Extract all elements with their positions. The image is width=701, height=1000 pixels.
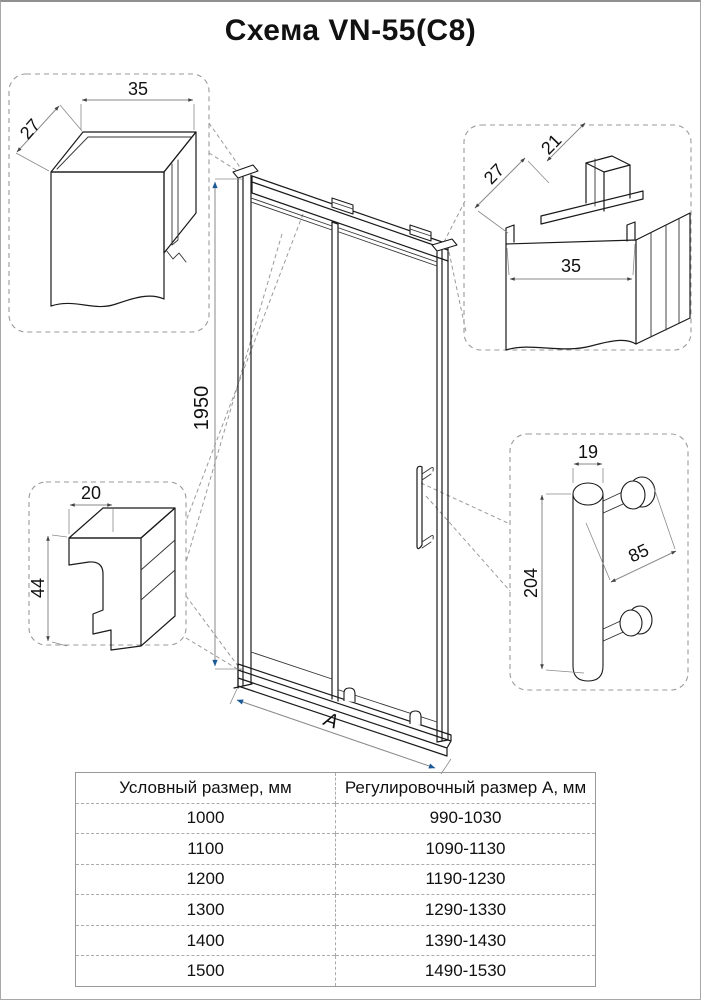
detail-box-wall-profile-left xyxy=(9,74,209,332)
cell-adjustable: 1290-1330 xyxy=(336,895,596,926)
table-row xyxy=(76,895,596,926)
dim-wall-right-21: 21 xyxy=(537,130,566,159)
roller-right xyxy=(410,225,431,241)
cell-adjustable: 1190-1230 xyxy=(336,864,596,895)
door-handle xyxy=(417,466,433,548)
cell-nominal: 1300 xyxy=(76,895,336,926)
bottom-guide-left xyxy=(344,688,355,702)
cell-adjustable: 1390-1430 xyxy=(336,925,596,956)
detail-wall-profile-left xyxy=(16,79,196,307)
dim-handle-19: 19 xyxy=(577,442,599,462)
dim-height xyxy=(191,179,242,669)
dim-wall-right-27: 27 xyxy=(479,159,509,189)
col-header-adjustable-size: Регулировочный размер А, мм xyxy=(344,777,587,797)
size-table xyxy=(75,772,596,987)
table-row xyxy=(76,956,596,987)
right-profile-cap xyxy=(432,239,457,251)
dim-rail-44: 44 xyxy=(28,577,48,599)
dim-handle-85: 85 xyxy=(625,539,652,567)
main-door-drawing xyxy=(191,165,457,774)
left-profile-cap xyxy=(233,165,258,178)
col-header-nominal-size: Условный размер, мм xyxy=(76,773,336,804)
cell-nominal: 1400 xyxy=(76,925,336,956)
cell-nominal: 1500 xyxy=(76,956,336,987)
dim-width-A xyxy=(230,689,451,774)
cell-nominal: 1200 xyxy=(76,864,336,895)
cell-adjustable: 1090-1130 xyxy=(336,834,596,865)
table-row xyxy=(76,864,596,895)
page-title: Схема VN-55(C8) xyxy=(224,14,477,47)
handle-mount-flange-top xyxy=(621,481,645,509)
cell-nominal: 1000 xyxy=(76,803,336,834)
table-row xyxy=(76,834,596,865)
dim-wall-left-35: 35 xyxy=(127,79,149,99)
roller-left xyxy=(332,198,353,214)
table-header-row xyxy=(76,773,596,804)
detail-wall-profile-right xyxy=(475,123,690,350)
cell-nominal: 1100 xyxy=(76,834,336,865)
bottom-guide-right xyxy=(410,711,421,725)
dim-rail-20: 20 xyxy=(80,483,102,503)
detail-bottom-rail-profile xyxy=(28,483,175,650)
dim-handle-204: 204 xyxy=(521,567,541,599)
handle-mount-flange-bottom xyxy=(620,610,642,636)
detail-box-wall-profile-right xyxy=(464,125,691,350)
dim-wall-right-35: 35 xyxy=(560,256,582,276)
dim-1950-label: 1950 xyxy=(191,385,213,431)
detail-box-bottom-rail xyxy=(29,482,186,645)
cell-adjustable: 990-1030 xyxy=(336,803,596,834)
dim-A-label: A xyxy=(321,708,341,734)
table-row xyxy=(76,803,596,834)
detail-handle xyxy=(521,442,676,681)
handle-bar xyxy=(573,494,603,681)
table-row xyxy=(76,925,596,956)
cell-adjustable: 1490-1530 xyxy=(336,956,596,987)
dim-wall-left-27: 27 xyxy=(15,114,45,144)
